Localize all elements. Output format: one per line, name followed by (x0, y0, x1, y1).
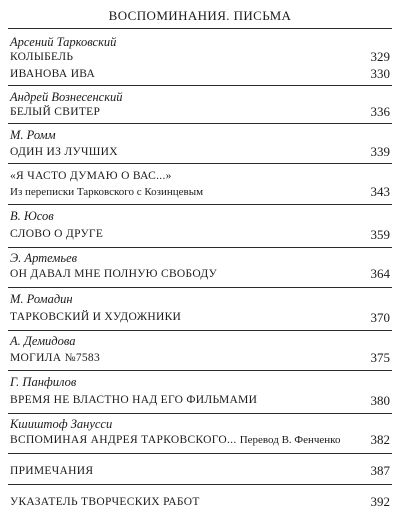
divider (8, 123, 392, 124)
entry-page-number: 359 (370, 227, 390, 242)
entry-author: Арсений Тарковский (10, 35, 117, 49)
entry-title: ИВАНОВА ИВА (10, 68, 96, 80)
entry-title: ОДИН ИЗ ЛУЧШИХ (10, 146, 118, 158)
entry-page-number: 364 (370, 266, 390, 281)
entry-page-number: 339 (370, 144, 390, 159)
entry-title: УКАЗАТЕЛЬ ТВОРЧЕСКИХ РАБОТ (10, 496, 200, 508)
divider (8, 484, 392, 485)
entry-page-number: 382 (370, 432, 390, 447)
entry-author: Андрей Вознесенский (10, 90, 123, 104)
entry-title: ТАРКОВСКИЙ И ХУДОЖНИКИ (10, 311, 182, 323)
entry-page-number: 375 (370, 350, 390, 365)
entry-title: ОН ДАВАЛ МНЕ ПОЛНУЮ СВОБОДУ (10, 268, 218, 280)
entry-title: ВРЕМЯ НЕ ВЛАСТНО НАД ЕГО ФИЛЬМАМИ (10, 394, 258, 406)
entry-page-number: 330 (370, 66, 390, 81)
entry-author: М. Ромм (10, 128, 56, 142)
entry-author: Г. Панфилов (10, 375, 77, 389)
entry-author: А. Демидова (10, 334, 76, 348)
entry-page-number: 392 (370, 494, 390, 509)
entry-title: ПРИМЕЧАНИЯ (10, 465, 94, 477)
divider (8, 204, 392, 205)
entry-title (10, 434, 340, 446)
entry-title: МОГИЛА №7583 (10, 352, 101, 364)
divider (8, 247, 392, 248)
entry-author: Э. Артемьев (10, 251, 78, 265)
entry-page-number: 329 (370, 49, 390, 64)
entry-page-number: 387 (370, 463, 390, 478)
divider (8, 330, 392, 331)
divider (8, 163, 392, 164)
divider (8, 370, 392, 371)
section-heading: ВОСПОМИНАНИЯ. ПИСЬМА (108, 8, 292, 23)
divider (8, 28, 392, 29)
entry-title: СЛОВО О ДРУГЕ (10, 228, 104, 240)
entry-page-number: 336 (370, 104, 390, 119)
divider (8, 85, 392, 86)
entry-note: Из переписки Тарковского с Козинцевым (10, 186, 204, 198)
divider (8, 287, 392, 288)
entry-author: М. Ромадин (10, 292, 73, 306)
entry-page-number: 370 (370, 310, 390, 325)
entry-title: БЕЛЫЙ СВИТЕР (10, 106, 101, 118)
entry-note: Перевод В. Фенченко (239, 434, 341, 446)
entry-author: Кшиштоф Занусси (10, 417, 113, 431)
entry-title: КОЛЫБЕЛЬ (10, 51, 74, 63)
entry-title: «Я ЧАСТО ДУМАЮ О ВАС...» (10, 170, 172, 182)
entry-page-number: 380 (370, 393, 390, 408)
divider (8, 413, 392, 414)
entry-page-number: 343 (370, 184, 390, 199)
entry-author: В. Юсов (10, 209, 54, 223)
divider (8, 453, 392, 454)
entry-title-text: ВСПОМИНАЯ АНДРЕЯ ТАРКОВСКОГО... (10, 434, 237, 446)
